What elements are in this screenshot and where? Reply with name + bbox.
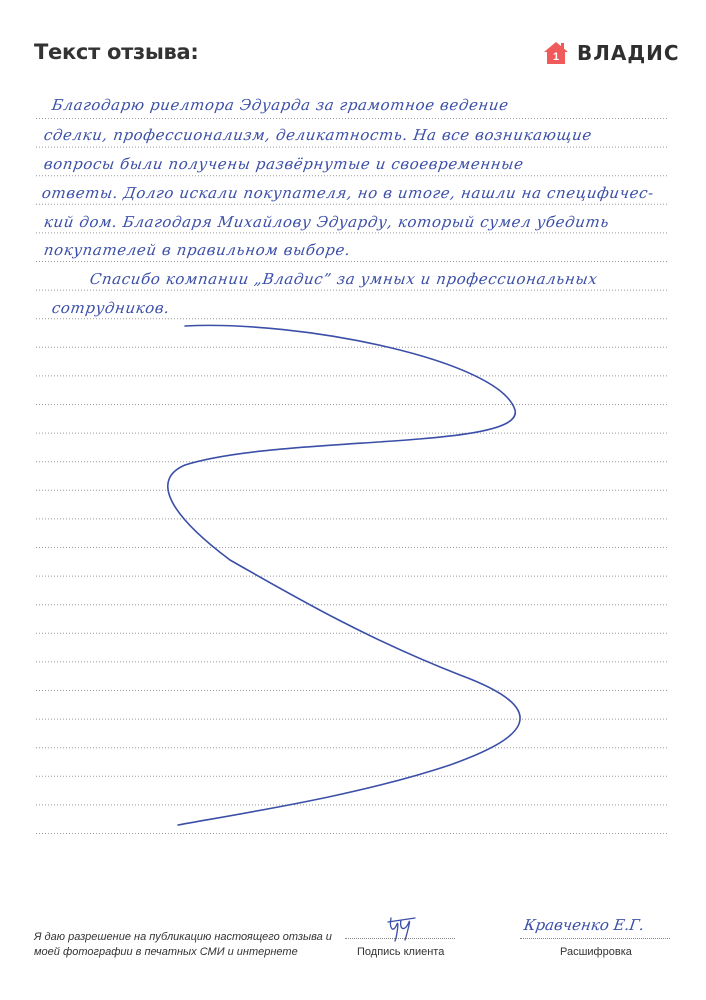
review-line: ответы. Долго искали покупателя, но в итоге, нашли на специфичес-	[40, 184, 656, 202]
review-line: Спасибо компании „Владис” за умных и профессиональных	[88, 270, 599, 288]
page-title: Текст отзыва:	[34, 40, 199, 64]
decoding-line	[520, 938, 670, 939]
review-line: вопросы были получены развёрнутые и своевременные	[42, 155, 525, 173]
review-line: покупателей в правильном выборе.	[42, 241, 352, 259]
decoding-value: Кравченко Е.Г.	[522, 916, 646, 934]
review-line: Благодарю риелтора Эдуарда за грамотное ведение	[50, 96, 510, 114]
signature-label: Подпись клиента	[357, 946, 445, 958]
review-line: сотрудников.	[50, 299, 171, 317]
svg-text:1: 1	[552, 51, 560, 63]
brand-name: ВЛАДИС	[577, 41, 680, 65]
publication-consent: Я даю разрешение на публикацию настоящего отзыва и моей фотографии в печатных СМИ и интернете	[34, 931, 332, 958]
signature-line	[345, 938, 455, 939]
decoding-label: Расшифровка	[560, 946, 632, 958]
review-line: кий дом. Благодаря Михайлову Эдуарду, который сумел убедить	[42, 213, 611, 231]
review-line: сделки, профессионализм, деликатность. На все возникающие	[42, 126, 594, 144]
